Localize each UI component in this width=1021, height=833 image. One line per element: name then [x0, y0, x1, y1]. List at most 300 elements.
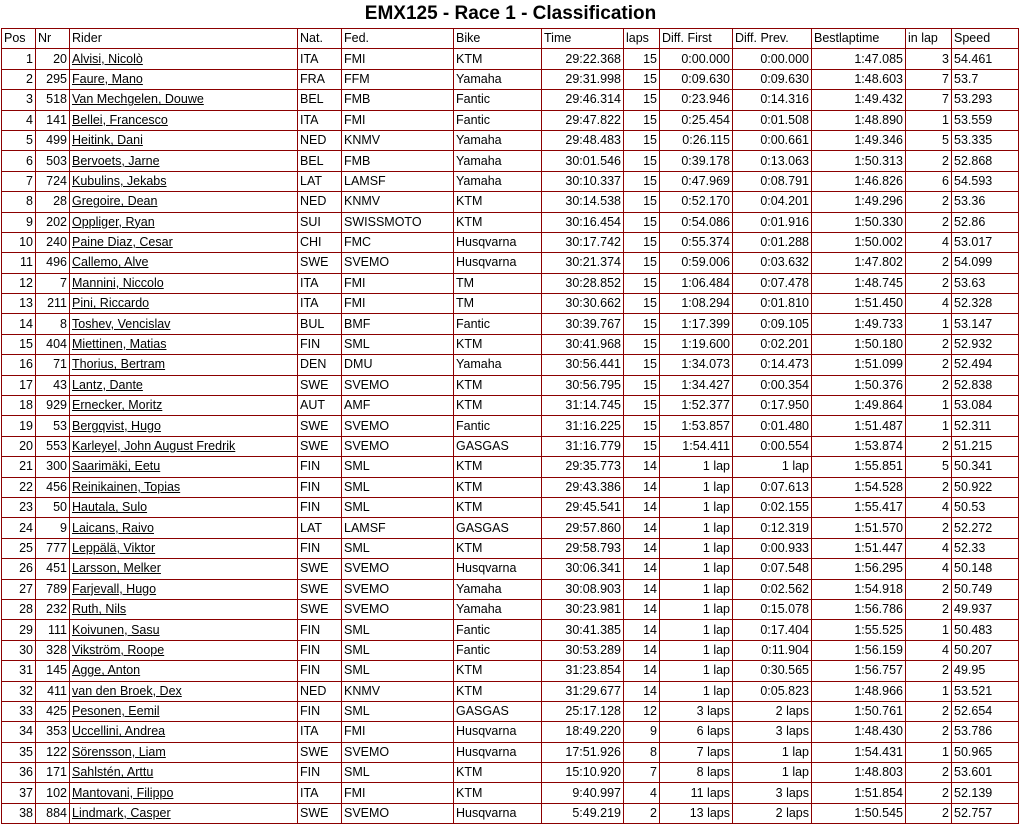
cell-laps: 15 — [624, 416, 660, 436]
rider-link[interactable]: Mannini, Niccolo — [72, 275, 164, 290]
cell-fed: SVEMO — [342, 579, 454, 599]
cell-bike: Husqvarna — [454, 559, 542, 579]
cell-nr: 240 — [36, 232, 70, 252]
cell-diff-prev: 0:00.354 — [733, 375, 812, 395]
cell-bike: KTM — [454, 457, 542, 477]
cell-time: 30:06.341 — [542, 559, 624, 579]
cell-pos: 15 — [2, 334, 36, 354]
rider-link[interactable]: Paine Diaz, Cesar — [72, 235, 173, 250]
rider-link[interactable]: Uccellini, Andrea — [72, 724, 166, 739]
cell-nat: NED — [298, 130, 342, 150]
cell-diff-prev: 0:13.063 — [733, 151, 812, 171]
cell-bestlaptime: 1:50.180 — [812, 334, 906, 354]
cell-laps: 14 — [624, 681, 660, 701]
table-row — [2, 314, 1019, 334]
cell-nr: 171 — [36, 763, 70, 783]
cell-fed: SML — [342, 620, 454, 640]
cell-fed: FMI — [342, 49, 454, 69]
cell-diff-prev: 2 laps — [733, 803, 812, 823]
table-row — [2, 273, 1019, 293]
rider-link[interactable]: Kubulins, Jekabs — [72, 173, 167, 188]
cell-speed: 52.328 — [952, 294, 1019, 314]
cell-diff-prev: 0:00.661 — [733, 130, 812, 150]
cell-diff-prev: 0:00.000 — [733, 49, 812, 69]
cell-nr: 232 — [36, 599, 70, 619]
cell-laps: 15 — [624, 90, 660, 110]
cell-speed: 54.461 — [952, 49, 1019, 69]
cell-rider — [70, 803, 298, 823]
cell-rider — [70, 681, 298, 701]
cell-nat: FIN — [298, 763, 342, 783]
cell-in-lap: 1 — [906, 620, 952, 640]
cell-rider — [70, 69, 298, 89]
rider-link[interactable]: Karleyel, John August Fredrik — [72, 439, 236, 453]
cell-rider — [70, 579, 298, 599]
cell-laps: 14 — [624, 579, 660, 599]
cell-in-lap: 2 — [906, 722, 952, 742]
cell-pos: 31 — [2, 661, 36, 681]
cell-speed: 54.593 — [952, 171, 1019, 191]
cell-bestlaptime: 1:56.295 — [812, 559, 906, 579]
cell-rider — [70, 559, 298, 579]
cell-time: 29:35.773 — [542, 457, 624, 477]
cell-diff-first: 1 lap — [660, 661, 733, 681]
cell-pos: 37 — [2, 783, 36, 803]
cell-rider — [70, 90, 298, 110]
cell-diff-first: 11 laps — [660, 783, 733, 803]
cell-speed: 53.084 — [952, 396, 1019, 416]
cell-in-lap: 4 — [906, 497, 952, 517]
cell-rider — [70, 375, 298, 395]
cell-nr: 411 — [36, 681, 70, 701]
table-row — [2, 171, 1019, 191]
table-row — [2, 232, 1019, 252]
cell-diff-first: 0:52.170 — [660, 192, 733, 212]
cell-speed: 50.483 — [952, 620, 1019, 640]
cell-pos: 10 — [2, 232, 36, 252]
cell-bike: Yamaha — [454, 599, 542, 619]
header-row — [2, 29, 1019, 49]
cell-bike: KTM — [454, 396, 542, 416]
cell-nr: 71 — [36, 355, 70, 375]
table-row — [2, 130, 1019, 150]
cell-pos: 33 — [2, 701, 36, 721]
rider-link[interactable]: Toshev, Vencislav — [72, 316, 171, 331]
cell-nat: ITA — [298, 273, 342, 293]
cell-rider — [70, 701, 298, 721]
rider-link[interactable]: Gregoire, Dean — [72, 194, 158, 209]
cell-laps: 15 — [624, 232, 660, 252]
cell-in-lap: 2 — [906, 192, 952, 212]
cell-pos: 4 — [2, 110, 36, 130]
cell-bestlaptime: 1:47.802 — [812, 253, 906, 273]
cell-pos: 32 — [2, 681, 36, 701]
cell-bestlaptime: 1:48.603 — [812, 69, 906, 89]
table-row — [2, 497, 1019, 517]
cell-diff-prev: 0:01.508 — [733, 110, 812, 130]
column-header-bestlaptime: Bestlaptime — [812, 29, 906, 49]
cell-diff-first: 0:39.178 — [660, 151, 733, 171]
cell-diff-prev: 0:15.078 — [733, 599, 812, 619]
cell-diff-first: 1 lap — [660, 599, 733, 619]
rider-link[interactable]: Sahlstén, Arttu — [72, 765, 154, 780]
rider-link[interactable]: Bellei, Francesco — [72, 112, 168, 127]
cell-time: 30:30.662 — [542, 294, 624, 314]
table-row — [2, 192, 1019, 212]
cell-bike: Fantic — [454, 620, 542, 640]
cell-in-lap: 2 — [906, 375, 952, 395]
cell-laps: 15 — [624, 69, 660, 89]
rider-link[interactable]: Oppliger, Ryan — [72, 214, 155, 229]
cell-speed: 52.868 — [952, 151, 1019, 171]
cell-bike: KTM — [454, 212, 542, 232]
cell-rider — [70, 416, 298, 436]
cell-bestlaptime: 1:51.570 — [812, 518, 906, 538]
cell-in-lap: 4 — [906, 232, 952, 252]
cell-diff-prev: 0:17.404 — [733, 620, 812, 640]
cell-bestlaptime: 1:50.002 — [812, 232, 906, 252]
table-row — [2, 559, 1019, 579]
cell-diff-first: 1:52.377 — [660, 396, 733, 416]
rider-link[interactable]: Vikström, Roope — [72, 642, 165, 657]
cell-pos: 26 — [2, 559, 36, 579]
cell-in-lap: 2 — [906, 579, 952, 599]
cell-diff-prev: 0:01.288 — [733, 232, 812, 252]
cell-fed: SVEMO — [342, 436, 454, 456]
cell-speed: 50.965 — [952, 742, 1019, 762]
cell-fed: SML — [342, 497, 454, 517]
rider-link[interactable]: Thorius, Bertram — [72, 357, 166, 372]
cell-speed: 52.139 — [952, 783, 1019, 803]
cell-fed: BMF — [342, 314, 454, 334]
cell-in-lap: 2 — [906, 212, 952, 232]
column-header-in-lap: in lap — [906, 29, 952, 49]
page-title: EMX125 - Race 1 - Classification — [364, 3, 657, 24]
cell-rider — [70, 253, 298, 273]
cell-nr: 8 — [36, 314, 70, 334]
cell-speed: 53.017 — [952, 232, 1019, 252]
cell-speed: 53.63 — [952, 273, 1019, 293]
table-row — [2, 355, 1019, 375]
cell-speed: 50.749 — [952, 579, 1019, 599]
cell-bestlaptime: 1:56.786 — [812, 599, 906, 619]
cell-time: 30:08.903 — [542, 579, 624, 599]
rider-link[interactable]: Pesonen, Eemil — [72, 704, 160, 719]
cell-bestlaptime: 1:54.528 — [812, 477, 906, 497]
cell-nr: 9 — [36, 518, 70, 538]
cell-pos: 22 — [2, 477, 36, 497]
cell-diff-prev: 0:00.554 — [733, 436, 812, 456]
cell-fed: SML — [342, 661, 454, 681]
cell-speed: 50.148 — [952, 559, 1019, 579]
rider-link[interactable]: Bervoets, Jarne — [72, 153, 160, 168]
cell-in-lap: 5 — [906, 130, 952, 150]
cell-diff-prev: 0:07.478 — [733, 273, 812, 293]
column-header-nat: Nat. — [298, 29, 342, 49]
cell-diff-prev: 0:01.480 — [733, 416, 812, 436]
cell-rider — [70, 171, 298, 191]
cell-nat: SWE — [298, 253, 342, 273]
cell-fed: AMF — [342, 396, 454, 416]
cell-laps: 14 — [624, 661, 660, 681]
cell-nat: FIN — [298, 477, 342, 497]
rider-link[interactable]: Hautala, Sulo — [72, 500, 148, 515]
rider-link[interactable]: Ruth, Nils — [72, 602, 127, 617]
cell-bike: Yamaha — [454, 355, 542, 375]
cell-nr: 202 — [36, 212, 70, 232]
cell-speed: 53.559 — [952, 110, 1019, 130]
cell-pos: 21 — [2, 457, 36, 477]
rider-link[interactable]: Ernecker, Moritz — [72, 398, 163, 413]
table-row — [2, 518, 1019, 538]
cell-fed: FMI — [342, 110, 454, 130]
cell-in-lap: 2 — [906, 253, 952, 273]
cell-nr: 451 — [36, 559, 70, 579]
cell-bestlaptime: 1:49.432 — [812, 90, 906, 110]
rider-link[interactable]: Callemo, Alve — [72, 255, 149, 270]
cell-nr: 456 — [36, 477, 70, 497]
cell-bestlaptime: 1:54.918 — [812, 579, 906, 599]
cell-bike: Fantic — [454, 90, 542, 110]
rider-link[interactable]: Alvisi, Nicolò — [72, 51, 143, 66]
cell-fed: FMI — [342, 273, 454, 293]
cell-in-lap: 2 — [906, 803, 952, 823]
cell-time: 30:17.742 — [542, 232, 624, 252]
rider-link[interactable]: Farjevall, Hugo — [72, 581, 157, 596]
cell-time: 30:53.289 — [542, 640, 624, 660]
cell-bike: Fantic — [454, 110, 542, 130]
rider-link[interactable]: Reinikainen, Topias — [72, 479, 181, 494]
cell-laps: 12 — [624, 701, 660, 721]
rider-link[interactable]: Faure, Mano — [72, 71, 143, 86]
table-row — [2, 579, 1019, 599]
cell-time: 31:16.225 — [542, 416, 624, 436]
cell-nat: ITA — [298, 49, 342, 69]
table-row — [2, 90, 1019, 110]
cell-fed: SML — [342, 538, 454, 558]
cell-diff-first: 1 lap — [660, 681, 733, 701]
cell-bestlaptime: 1:48.890 — [812, 110, 906, 130]
table-row — [2, 110, 1019, 130]
cell-in-lap: 7 — [906, 90, 952, 110]
table-row — [2, 803, 1019, 823]
cell-bike: Yamaha — [454, 151, 542, 171]
cell-in-lap: 2 — [906, 701, 952, 721]
cell-bike: KTM — [454, 192, 542, 212]
cell-bestlaptime: 1:51.854 — [812, 783, 906, 803]
cell-nat: NED — [298, 681, 342, 701]
cell-nat: SWE — [298, 375, 342, 395]
cell-time: 17:51.926 — [542, 742, 624, 762]
column-header-speed: Speed — [952, 29, 1019, 49]
results-body — [2, 49, 1019, 824]
cell-laps: 15 — [624, 355, 660, 375]
cell-fed: SVEMO — [342, 742, 454, 762]
rider-link[interactable]: Lantz, Dante — [72, 377, 143, 392]
cell-rider — [70, 232, 298, 252]
cell-fed: SML — [342, 701, 454, 721]
cell-nr: 724 — [36, 171, 70, 191]
cell-diff-first: 0:26.115 — [660, 130, 733, 150]
cell-pos: 7 — [2, 171, 36, 191]
cell-in-lap: 1 — [906, 396, 952, 416]
cell-speed: 53.601 — [952, 763, 1019, 783]
cell-diff-first: 1:08.294 — [660, 294, 733, 314]
cell-diff-prev: 3 laps — [733, 783, 812, 803]
cell-diff-prev: 0:30.565 — [733, 661, 812, 681]
cell-in-lap: 4 — [906, 559, 952, 579]
table-row — [2, 661, 1019, 681]
cell-nr: 122 — [36, 742, 70, 762]
cell-pos: 9 — [2, 212, 36, 232]
cell-time: 29:45.541 — [542, 497, 624, 517]
cell-nat: SWE — [298, 579, 342, 599]
cell-bestlaptime: 1:53.874 — [812, 436, 906, 456]
rider-link[interactable]: Van Mechgelen, Douwe — [72, 92, 204, 107]
cell-pos: 3 — [2, 90, 36, 110]
cell-laps: 15 — [624, 253, 660, 273]
rider-link[interactable]: Laicans, Raivo — [72, 520, 154, 535]
cell-diff-first: 1 lap — [660, 497, 733, 517]
cell-bestlaptime: 1:49.346 — [812, 130, 906, 150]
cell-pos: 24 — [2, 518, 36, 538]
cell-in-lap: 6 — [906, 171, 952, 191]
cell-diff-prev: 0:07.548 — [733, 559, 812, 579]
cell-nat: FIN — [298, 620, 342, 640]
cell-bestlaptime: 1:48.966 — [812, 681, 906, 701]
cell-time: 31:14.745 — [542, 396, 624, 416]
table-row — [2, 742, 1019, 762]
cell-pos: 16 — [2, 355, 36, 375]
rider-link[interactable]: Bergqvist, Hugo — [72, 418, 161, 433]
cell-in-lap: 4 — [906, 640, 952, 660]
cell-speed: 52.33 — [952, 538, 1019, 558]
cell-diff-first: 1:34.427 — [660, 375, 733, 395]
cell-fed: SVEMO — [342, 375, 454, 395]
cell-nr: 28 — [36, 192, 70, 212]
table-row — [2, 69, 1019, 89]
cell-speed: 52.654 — [952, 701, 1019, 721]
cell-nat: FIN — [298, 538, 342, 558]
cell-bike: Husqvarna — [454, 742, 542, 762]
rider-link[interactable]: Mantovani, Filippo — [72, 785, 174, 800]
cell-diff-first: 1:06.484 — [660, 273, 733, 293]
cell-nat: BEL — [298, 151, 342, 171]
cell-diff-first: 1 lap — [660, 640, 733, 660]
cell-nr: 141 — [36, 110, 70, 130]
cell-bestlaptime: 1:49.733 — [812, 314, 906, 334]
rider-link[interactable]: Lindmark, Casper — [72, 806, 171, 821]
table-row — [2, 396, 1019, 416]
cell-pos: 25 — [2, 538, 36, 558]
rider-link[interactable]: Miettinen, Matias — [72, 337, 167, 352]
table-row — [2, 701, 1019, 721]
cell-rider — [70, 620, 298, 640]
cell-diff-first: 0:59.006 — [660, 253, 733, 273]
cell-diff-prev: 1 lap — [733, 742, 812, 762]
cell-fed: SML — [342, 763, 454, 783]
cell-fed: DMU — [342, 355, 454, 375]
cell-fed: SML — [342, 477, 454, 497]
cell-pos: 30 — [2, 640, 36, 660]
cell-time: 31:16.779 — [542, 436, 624, 456]
cell-time: 30:39.767 — [542, 314, 624, 334]
cell-laps: 7 — [624, 763, 660, 783]
rider-link[interactable]: Sörensson, Liam — [72, 744, 166, 759]
cell-time: 18:49.220 — [542, 722, 624, 742]
cell-bestlaptime: 1:50.313 — [812, 151, 906, 171]
cell-in-lap: 2 — [906, 436, 952, 456]
cell-bestlaptime: 1:49.864 — [812, 396, 906, 416]
cell-bike: KTM — [454, 681, 542, 701]
rider-link[interactable]: Agge, Anton — [72, 663, 141, 678]
table-row — [2, 620, 1019, 640]
cell-speed: 53.293 — [952, 90, 1019, 110]
cell-bestlaptime: 1:48.803 — [812, 763, 906, 783]
cell-pos: 11 — [2, 253, 36, 273]
cell-laps: 15 — [624, 273, 660, 293]
cell-nr: 328 — [36, 640, 70, 660]
cell-laps: 14 — [624, 497, 660, 517]
cell-laps: 14 — [624, 538, 660, 558]
cell-laps: 14 — [624, 620, 660, 640]
cell-laps: 2 — [624, 803, 660, 823]
cell-pos: 20 — [2, 436, 36, 456]
cell-pos: 27 — [2, 579, 36, 599]
cell-pos: 38 — [2, 803, 36, 823]
rider-link[interactable]: Saarimäki, Eetu — [72, 459, 161, 474]
cell-fed: FFM — [342, 69, 454, 89]
cell-nr: 295 — [36, 69, 70, 89]
cell-bike: Yamaha — [454, 130, 542, 150]
rider-link[interactable]: Pini, Riccardo — [72, 296, 150, 311]
cell-time: 30:41.385 — [542, 620, 624, 640]
table-row — [2, 763, 1019, 783]
cell-bike: KTM — [454, 661, 542, 681]
cell-bike: KTM — [454, 375, 542, 395]
cell-diff-first: 3 laps — [660, 701, 733, 721]
table-row — [2, 253, 1019, 273]
cell-speed: 50.922 — [952, 477, 1019, 497]
cell-pos: 5 — [2, 130, 36, 150]
rider-link[interactable]: Leppälä, Viktor — [72, 540, 156, 555]
cell-fed: KNMV — [342, 681, 454, 701]
cell-diff-prev: 0:01.916 — [733, 212, 812, 232]
cell-nr: 553 — [36, 436, 70, 456]
cell-diff-first: 7 laps — [660, 742, 733, 762]
rider-link[interactable]: Larsson, Melker — [72, 561, 161, 576]
cell-in-lap: 4 — [906, 294, 952, 314]
column-header-bike: Bike — [454, 29, 542, 49]
cell-in-lap: 7 — [906, 69, 952, 89]
rider-link[interactable]: Koivunen, Sasu — [72, 622, 160, 637]
cell-bike: KTM — [454, 497, 542, 517]
cell-in-lap: 2 — [906, 151, 952, 171]
cell-speed: 52.86 — [952, 212, 1019, 232]
cell-diff-first: 1 lap — [660, 620, 733, 640]
cell-nat: NED — [298, 192, 342, 212]
rider-link[interactable]: Heitink, Dani — [72, 133, 143, 148]
cell-nr: 518 — [36, 90, 70, 110]
cell-time: 30:01.546 — [542, 151, 624, 171]
cell-fed: SWISSMOTO — [342, 212, 454, 232]
cell-rider — [70, 436, 298, 456]
cell-nat: AUT — [298, 396, 342, 416]
cell-laps: 15 — [624, 294, 660, 314]
cell-nr: 102 — [36, 783, 70, 803]
cell-rider — [70, 192, 298, 212]
rider-link[interactable]: van den Broek, Dex — [72, 683, 182, 698]
